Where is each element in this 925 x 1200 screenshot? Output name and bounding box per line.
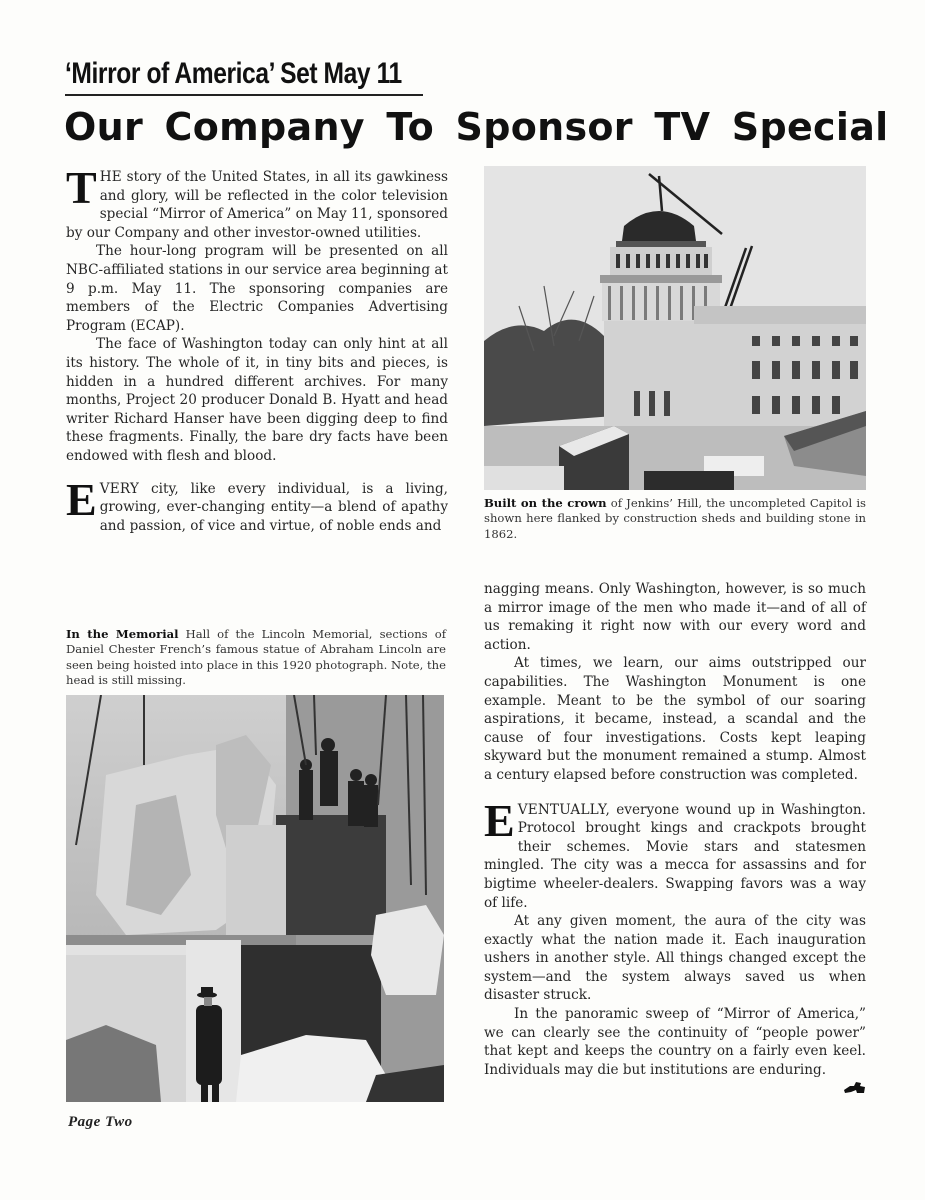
page-folio: Page Two: [68, 1114, 133, 1130]
end-of-article-icon: [814, 1081, 866, 1100]
kicker-underline: [65, 94, 423, 96]
paragraph-6: At times, we learn, our aims outstripped our capabilities. The Washington Monument is one example. Meant to be the symbol of our soaring aspirations, it became, instead, a scandal and the cause of four investigations. Costs kept leaping skyward but the monument remained a stump. Almost a century elapsed before construction was completed.: [484, 655, 866, 783]
paragraph-2: The hour-long program will be presented on all NBC-affiliated stations in our service area beginning at 9 p.m. May 11. The sponsoring companies are members of the Electric Companies Advertising Program (ECAP).: [66, 243, 448, 334]
lincoln-statue-image: [66, 695, 444, 1102]
paragraph-9: In the panoramic sweep of “Mirror of America,” we can clearly see the continuity of “people power” that kept and keeps the country on a fairly even keel. Individuals may die but institutions are enduring.: [484, 1005, 866, 1079]
drop-cap: T: [66, 162, 97, 213]
paragraph-5: nagging means. Only Washington, however, is so much a mirror image of the men who made it—and of all of us remaking it right now with our every word and action.: [484, 581, 866, 653]
lincoln-photo-caption: In the Memorial Hall of the Lincoln Memorial, sections of Daniel Chester French’s famous statue of Abraham Lincoln are seen being hoisted into place in this 1920 photograph. Note, the head is still missing.: [66, 627, 446, 688]
lincoln-memorial-photo: [66, 695, 444, 1102]
paragraph-4: EVERY city, like every individual, is a living, growing, ever-changing entity—a blend of apathy and passion, of vice and virtue, of noble ends and: [66, 473, 448, 534]
headline: Our Company To Sponsor TV Special: [64, 105, 889, 149]
paragraph-8: At any given moment, the aura of the city was exactly what the nation made it. Each inauguration ushers in another style. All things changed except the system—and the system always saved us when disaster struck.: [484, 913, 866, 1004]
drop-cap: E: [66, 473, 97, 525]
paragraph-3: The face of Washington today can only hint at all its history. The whole of it, in tiny bits and pieces, is hidden in a hundred different archives. For many months, Project 20 producer Donald B. Hyatt and head writer Richard Hanser have been digging deep to find these fragments. Finally, the bare dry facts have been endowed with flesh and blood.: [66, 336, 448, 464]
capitol-construction-photo: [484, 166, 866, 490]
right-column-text: [484, 580, 866, 1100]
left-column-text: [66, 162, 448, 535]
drop-cap: E: [484, 794, 515, 846]
capitol-dome-image: [484, 166, 866, 490]
kicker-title: ‘Mirror of America’ Set May 11: [65, 57, 402, 90]
paragraph-1: THE story of the United States, in all its gawkiness and glory, will be reflected in the color television special “Mirror of America” on May 11, sponsored by our Company and other investor-owned utilities.: [66, 162, 448, 241]
capitol-photo-caption: Built on the crown of Jenkins’ Hill, the uncompleted Capitol is shown here flanked by construction sheds and building stone in 1862.: [484, 496, 866, 541]
paragraph-7: EVENTUALLY, everyone wound up in Washington. Protocol brought kings and crackpots brought their schemes. Movie stars and statesmen mingled. The city was a mecca for assassins and for bigtime wheeler-dealers. Swapping favors was a way of life.: [484, 794, 866, 911]
